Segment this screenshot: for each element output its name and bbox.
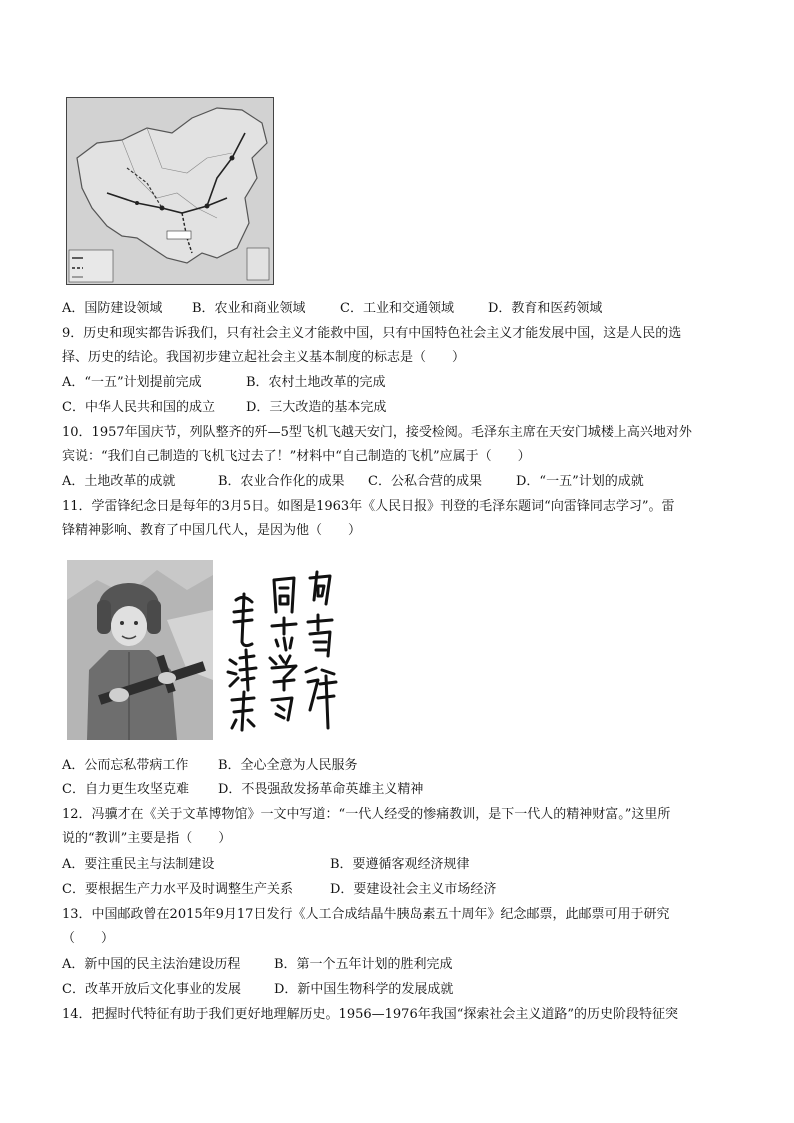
q9-stem-line1: 9．历史和现实都告诉我们，只有社会主义才能救中国，只有中国特色社会主义才能发展中国，这是人民的选: [62, 326, 682, 341]
q13-stem-line1: 13．中国邮政曾在2015年9月17日发行《人工合成结晶牛胰岛素五十周年》纪念邮票，此邮票可用于研究: [62, 907, 670, 922]
q12-stem-line1: 12．冯骥才在《关于文革博物馆》一文中写道：“一代人经受的惨痛教训，是下一代人的精神财富。”这里所: [62, 807, 671, 822]
q10-option-d: D．“一五”计划的成就: [516, 474, 644, 489]
q8-option-d: D．教育和医药领域: [488, 301, 603, 316]
q13-stem-line2: （ ）: [62, 931, 115, 946]
q10-option-c: C．公私合营的成果: [368, 474, 482, 489]
q14-stem-line1: 14．把握时代特征有助于我们更好地理解历史。1956—1976年我国“探索社会主义道路”的历史阶段特征突: [62, 1007, 679, 1022]
q8-option-b: B．农业和商业领域: [192, 301, 306, 316]
q9-stem-line2: 择、历史的结论。我国初步建立起社会主义基本制度的标志是（ ）: [62, 350, 466, 365]
q11-option-c: C．自力更生攻坚克难: [62, 782, 189, 797]
q12-option-a: A．要注重民主与法制建设: [62, 857, 215, 872]
q13-option-c: C．改革开放后文化事业的发展: [62, 982, 241, 997]
q12-option-b: B．要遵循客观经济规律: [330, 857, 470, 872]
q11-option-d: D．不畏强敌发扬革命英雄主义精神: [218, 782, 424, 797]
q11-option-b: B．全心全意为人民服务: [218, 758, 358, 773]
q10-option-b: B．农业合作化的成果: [218, 474, 345, 489]
map-drawing: [67, 98, 273, 284]
q10-stem-line2: 宾说：“我们自己制造的飞机飞过去了！”材料中“自己制造的飞机”应属于（ ）: [62, 449, 531, 464]
calligraphy-drawing: [222, 560, 340, 740]
q9-option-b: B．农村土地改革的完成: [246, 375, 386, 390]
q11-stem-line2: 锋精神影响、教育了中国几代人，是因为他（ ）: [62, 523, 362, 538]
q9-option-c: C．中华人民共和国的成立: [62, 400, 215, 415]
q11-option-a: A．公而忘私带病工作: [62, 758, 189, 773]
mao-calligraphy-inscription: [222, 560, 340, 740]
q13-option-d: D．新中国生物科学的发展成就: [274, 982, 454, 997]
q8-option-c: C．工业和交通领域: [340, 301, 454, 316]
q9-option-a: A．“一五”计划提前完成: [62, 375, 202, 390]
q13-option-a: A．新中国的民主法治建设历程: [62, 957, 241, 972]
q10-stem-line1: 10．1957年国庆节，列队整齐的歼—5型飞机飞越天安门，接受检阅。毛泽东主席在天安门城楼上高兴地对外: [62, 425, 692, 440]
q12-option-c: C．要根据生产力水平及时调整生产关系: [62, 882, 293, 897]
lei-feng-photo: [67, 560, 213, 740]
q9-option-d: D．三大改造的基本完成: [246, 400, 387, 415]
q13-option-b: B．第一个五年计划的胜利完成: [274, 957, 453, 972]
q12-option-d: D．要建设社会主义市场经济: [330, 882, 497, 897]
q10-option-a: A．土地改革的成就: [62, 474, 176, 489]
photo-drawing: [67, 560, 213, 740]
q12-stem-line2: 说的“教训”主要是指（ ）: [62, 831, 232, 846]
china-railway-map: [66, 97, 274, 285]
q8-option-a: A．国防建设领域: [62, 301, 163, 316]
q11-stem-line1: 11．学雷锋纪念日是每年的3月5日。如图是1963年《人民日报》刊登的毛泽东题词“向雷锋同志学习”。雷: [62, 499, 675, 514]
